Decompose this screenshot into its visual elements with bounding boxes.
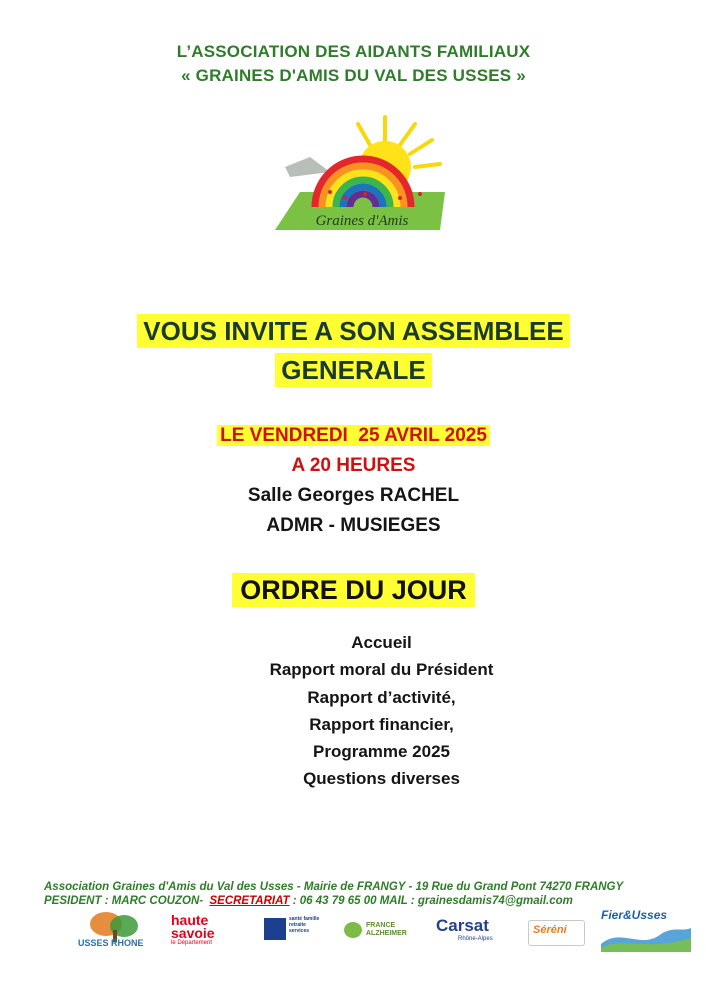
haute-savoie-logo (171, 914, 246, 952)
footer-president: PESIDENT : MARC COUZON- (44, 895, 204, 907)
carsat-subtext: Rhône-Alpes (458, 936, 493, 942)
msa-logo (264, 916, 324, 946)
footer-address: Association Graines d'Amis du Val des Usses - Mairie de FRANGY - 19 Rue du Grand Pont 74270 FRANGY (44, 881, 624, 893)
agenda-item: Rapport moral du Président (269, 660, 494, 679)
sereni-text: Séréni (533, 924, 567, 936)
footer-secretariat-contact: : 06 43 79 65 00 MAIL : grainesdamis74@gmail.com (289, 895, 573, 907)
association-title-line1: L’ASSOCIATION DES AIDANTS FAMILIAUX (176, 42, 531, 61)
event-venue: Salle Georges RACHEL (247, 485, 460, 506)
haute-savoie-text-1: haute (171, 912, 209, 928)
footer-secretariat-label: SECRETARIAT (209, 895, 290, 907)
alzheimer-icon (344, 922, 362, 938)
wave-icon (601, 922, 691, 952)
carsat-text: Carsat (436, 916, 489, 935)
france-alzheimer-logo (344, 920, 424, 946)
partner-logos (76, 908, 696, 953)
fier-usses-logo (601, 908, 691, 953)
msa-icon (264, 918, 286, 940)
msa-text: santé famille retraite services (289, 916, 320, 934)
sereni-logo (528, 920, 585, 946)
agenda-title-text: ORDRE DU JOUR (232, 573, 475, 607)
carsat-logo (436, 916, 516, 946)
agenda-title (0, 575, 707, 606)
event-location: ADMR - MUSIEGES (266, 515, 441, 536)
ccur-text: USSES RHONE (78, 938, 144, 948)
agenda-item: Programme 2025 (312, 742, 451, 761)
event-date (0, 425, 707, 447)
footer-contact (44, 895, 573, 907)
france-alzheimer-text: FRANCE ALZHEIMER (366, 922, 407, 937)
invite-line2-text: GENERALE (275, 353, 431, 387)
agenda-item: Questions diverses (303, 769, 460, 788)
invite-line1 (0, 316, 707, 347)
agenda-item: Accueil (351, 633, 412, 652)
haute-savoie-text-2: savoie (171, 925, 215, 941)
haute-savoie-text-3: le Département (171, 940, 213, 946)
event-date-text: LE VENDREDI 25 AVRIL 2025 (217, 425, 490, 446)
agenda-item: Rapport financier, (309, 715, 454, 734)
event-time: A 20 HEURES (291, 455, 416, 476)
logo-text: Graines d'Amis (315, 213, 409, 229)
agenda-item: Rapport d’activité, (307, 688, 456, 707)
ccur-logo (76, 908, 158, 950)
fier-usses-text: Fier&Usses (601, 908, 668, 922)
rainbow-sun-logo (270, 112, 450, 232)
invite-line2 (0, 355, 707, 386)
association-title-line2: « GRAINES D'AMIS DU VAL DES USSES » (181, 66, 526, 85)
invite-line1-text: VOUS INVITE A SON ASSEMBLEE (137, 314, 569, 348)
